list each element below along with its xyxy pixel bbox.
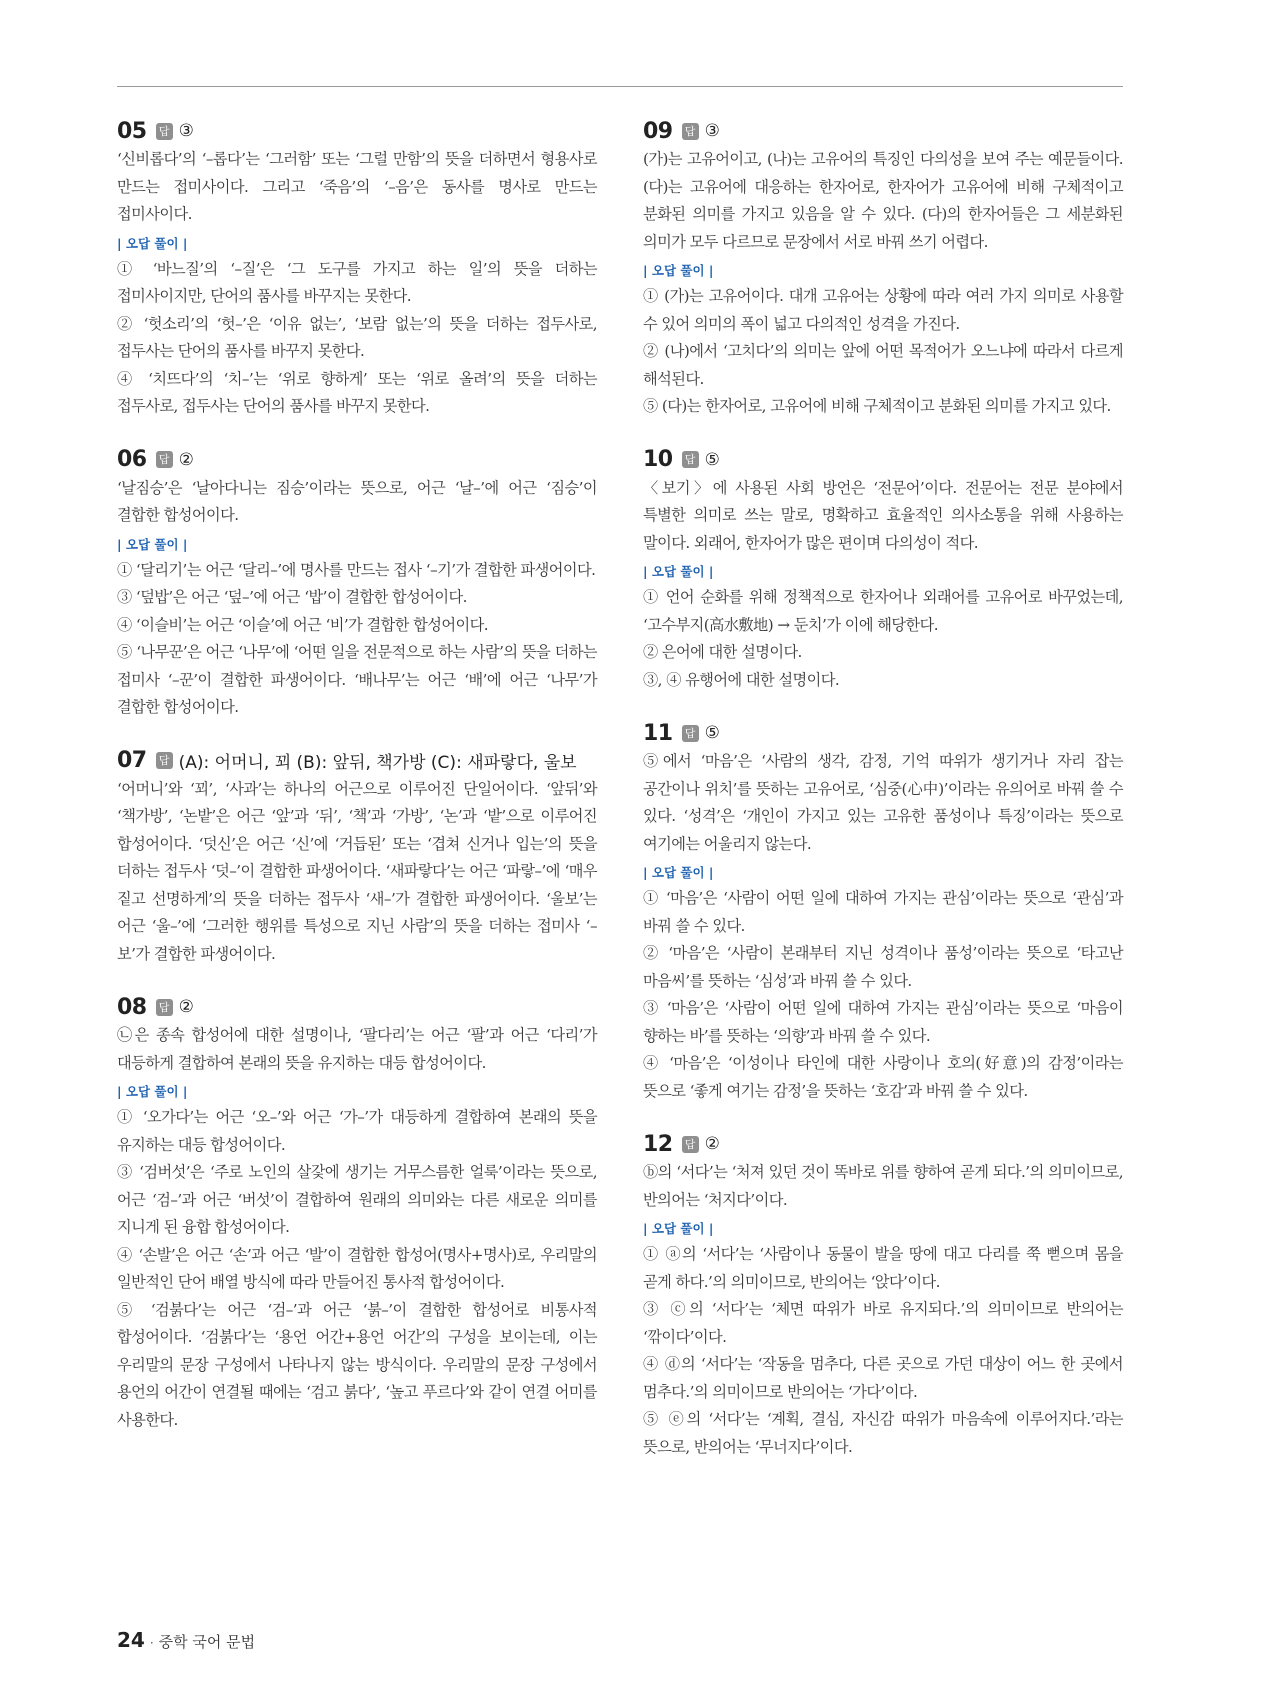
wrong-item: ④ ⓓ의 ‘서다’는 ‘작동을 멈추다, 다른 곳으로 가던 대상이 어느 한 곳에서 멈추다.’의 의미이므로 반의어는 ‘가다’이다.: [643, 1355, 1123, 1401]
wrong-item: ① (가)는 고유어이다. 대개 고유어는 상황에 따라 여러 가지 의미로 사용할 수 있어 의미의 폭이 넓고 다의적인 성격을 가진다.: [643, 287, 1123, 333]
explanation: ‘어머니’와 ‘꾀’, ‘사과’는 하나의 어근으로 이루어진 단일어이다. ‘앞뒤’와 ‘책가방’, ‘논밭’은 어근 ‘앞’과 ‘뒤’, ‘책’과 ‘가방’, ‘논’과 ‘밭’으로 이루어진 합성어이다. ‘덧신’은 어근 ‘신’에 ‘거듭된’ 또는 ‘겹쳐 신거나 입는’의 뜻을 더하는 접두사 ‘덧–’이 결합한 파생어이다. ‘새파랗다’는 어근 ‘파랗–’에 ‘매우 짙고 선명하게’의 뜻을 더하는 접두사 ‘새–’가 결합한 파생어이다. ‘울보’는 어근 ‘울–’에 ‘그러한 행위를 특성으로 지닌 사람’의 뜻을 더하는 접미사 ‘–보’가 결합한 파생어이다.: [117, 779, 597, 963]
explanation: ⑤에서 ‘마음’은 ‘사람의 생각, 감정, 기억 따위가 생기거나 자리 잡는 공간이나 위치’를 뜻하는 고유어로, ‘심중(心中)’이라는 유의어로 바꿔 쓸 수 있다. ‘성격’은 ‘개인이 가지고 있는 고유한 품성이나 특징’이라는 뜻으로 여기에는 어울리지 않는다.: [643, 752, 1123, 853]
page-number: 24: [117, 1628, 145, 1652]
wrong-item: ⑤ ⓔ의 ‘서다’는 ‘계획, 결심, 자신감 따위가 마음속에 이루어지다.’라는 뜻으로, 반의어는 ‘무너지다’이다.: [643, 1410, 1123, 1456]
wrong-item: ② (나)에서 ‘고치다’의 의미는 앞에 어떤 목적어가 오느냐에 따라서 다르게 해석된다.: [643, 342, 1123, 388]
wrong-item: ① ‘바느질’의 ‘–질’은 ‘그 도구를 가지고 하는 일’의 뜻을 더하는 접미사이지만, 단어의 품사를 바꾸지는 못한다.: [117, 259, 597, 305]
wrong-item: ④ ‘치뜨다’의 ‘치–’는 ‘위로 향하게’ 또는 ‘위로 올려’의 뜻을 더하는 접두사로, 접두사는 단어의 품사를 바꾸지 못한다.: [117, 369, 597, 415]
answer-badge: 답: [156, 752, 173, 769]
wrong-item: ④ ‘손발’은 어근 ‘손’과 어근 ‘발’이 결합한 합성어(명사+명사)로, 우리말의 일반적인 단어 배열 방식에 따라 만들어진 통사적 합성어이다.: [117, 1245, 597, 1291]
wrong-item: ④ ‘마음’은 ‘이성이나 타인에 대한 사랑이나 호의(好意)의 감정’이라는 뜻으로 ‘좋게 여기는 감정’을 뜻하는 ‘호감’과 바꿔 쓸 수 있다.: [643, 1054, 1123, 1100]
explanation: ㉡은 종속 합성어에 대한 설명이나, ‘팔다리’는 어근 ‘팔’과 어근 ‘다리’가 대등하게 결합하여 본래의 뜻을 유지하는 대등 합성어이다.: [117, 1026, 597, 1072]
wrong-answer-label: | 오답 풀이 |: [643, 564, 714, 579]
header-rule: [117, 86, 1123, 87]
wrong-item: ① ‘달리기’는 어근 ‘달리–’에 명사를 만드는 접사 ‘–기’가 결합한 파생어이다.: [117, 560, 596, 579]
wrong-answer-label: | 오답 풀이 |: [643, 865, 714, 880]
question-08: [117, 994, 597, 1434]
question-number: 11: [643, 720, 673, 746]
question-number: 08: [117, 994, 147, 1020]
right-column: [643, 118, 1123, 1487]
answer-badge: 답: [156, 451, 173, 468]
wrong-item: ③ ‘마음’은 ‘사람이 어떤 일에 대하여 가지는 관심’이라는 뜻으로 ‘마음이 향하는 바’를 뜻하는 ‘의향’과 바꿔 쓸 수 있다.: [643, 999, 1123, 1045]
question-10: [643, 447, 1123, 695]
question-11: [643, 720, 1123, 1105]
wrong-answer-label: | 오답 풀이 |: [643, 263, 714, 278]
footer-separator: ·: [149, 1636, 154, 1650]
question-07: [117, 748, 597, 969]
answer-badge: 답: [682, 1136, 699, 1153]
answer-value: ②: [178, 997, 194, 1017]
answer-value: ②: [704, 1134, 720, 1154]
wrong-answer-label: | 오답 풀이 |: [117, 536, 188, 552]
wrong-item: ② ‘헛소리’의 ‘헛–’은 ‘이유 없는’, ‘보람 없는’의 뜻을 더하는 접두사로, 접두사는 단어의 품사를 바꾸지 못한다.: [117, 314, 597, 360]
answer-badge: 답: [682, 123, 699, 140]
wrong-item: ③ ‘검버섯’은 ‘주로 노인의 살갗에 생기는 거무스름한 얼룩’이라는 뜻으로, 어근 ‘검–’과 어근 ‘버섯’이 결합하여 원래의 의미와는 다른 새로운 의미를 지니게 된 융합 합성어이다.: [117, 1163, 597, 1236]
question-number: 07: [117, 748, 147, 773]
answer-value: ⑤: [704, 723, 720, 743]
page-footer: [117, 1628, 255, 1652]
question-05: [117, 118, 597, 421]
explanation: (가)는 고유어이고, (나)는 고유어의 특징인 다의성을 보여 주는 예문들이다. (다)는 고유어에 대응하는 한자어로, 한자어가 고유어에 비해 구체적이고 분화된 의미를 가지고 있음을 알 수 있다. (다)의 한자어들은 그 세분화된 의미가 모두 다르므로 문장에서 서로 바꿔 쓰기 어렵다.: [643, 150, 1123, 251]
wrong-item: ① ⓐ의 ‘서다’는 ‘사람이나 동물이 발을 땅에 대고 다리를 쭉 뻗으며 몸을 곧게 하다.’의 의미이므로, 반의어는 ‘앉다’이다.: [643, 1245, 1123, 1291]
answer-badge: 답: [156, 999, 173, 1016]
wrong-item: ① 언어 순화를 위해 정책적으로 한자어나 외래어를 고유어로 바꾸었는데, ‘고수부지(高水敷地) → 둔치’가 이에 해당한다.: [643, 588, 1123, 634]
answer-value: ③: [178, 121, 194, 141]
wrong-item: ⑤ ‘나무꾼’은 어근 ‘나무’에 ‘어떤 일을 전문적으로 하는 사람’의 뜻을 더하는 접미사 ‘–꾼’이 결합한 파생어이다. ‘배나무’는 어근 ‘배’에 어근 ‘나무’가 결합한 합성어이다.: [117, 643, 597, 716]
answer-value: ⑤: [704, 449, 720, 470]
question-number: 12: [643, 1131, 673, 1157]
wrong-answer-label: | 오답 풀이 |: [117, 1084, 188, 1099]
wrong-answer-label: | 오답 풀이 |: [643, 1221, 714, 1236]
wrong-item: ④ ‘이슬비’는 어근 ‘이슬’에 어근 ‘비’가 결합한 합성어이다.: [117, 615, 489, 634]
wrong-item: ② ‘마음’은 ‘사람이 본래부터 지닌 성격이나 품성’이라는 뜻으로 ‘타고난 마음씨’를 뜻하는 ‘심성’과 바꿔 쓸 수 있다.: [643, 944, 1123, 990]
question-number: 10: [643, 447, 673, 472]
answer-badge: 답: [682, 725, 699, 742]
wrong-item: ② 은어에 대한 설명이다.: [643, 643, 802, 661]
wrong-item: ③, ④ 유행어에 대한 설명이다.: [643, 670, 840, 689]
question-number: 09: [643, 118, 673, 144]
answer-value: ③: [704, 121, 720, 141]
answer-value: ②: [178, 449, 194, 470]
question-number: 05: [117, 118, 147, 144]
wrong-item: ① ‘마음’은 ‘사람이 어떤 일에 대하여 가지는 관심’이라는 뜻으로 ‘관심’과 바꿔 쓸 수 있다.: [643, 889, 1123, 935]
explanation: 〈보기〉에 사용된 사회 방언은 ‘전문어’이다. 전문어는 전문 분야에서 특별한 의미로 쓰는 말로, 명확하고 효율적인 의사소통을 위해 사용하는 말이다. 외래어, 한자어가 많은 편이며 다의성이 적다.: [643, 478, 1123, 552]
answer-badge: 답: [682, 451, 699, 468]
wrong-item: ③ ‘덮밥’은 어근 ‘덮–’에 어근 ‘밥’이 결합한 합성어이다.: [117, 588, 467, 606]
question-09: [643, 118, 1123, 421]
wrong-item: ⑤ (다)는 한자어로, 고유어에 비해 구체적이고 분화된 의미를 가지고 있다.: [643, 397, 1111, 415]
explanation: ‘날짐승’은 ‘날아다니는 짐승’이라는 뜻으로, 어근 ‘날–’에 어근 ‘짐승’이 결합한 합성어이다.: [117, 478, 597, 524]
wrong-item: ① ‘오가다’는 어근 ‘오–’와 어근 ‘가–’가 대등하게 결합하여 본래의 뜻을 유지하는 대등 합성어이다.: [117, 1108, 597, 1154]
explanation: ⓑ의 ‘서다’는 ‘처져 있던 것이 똑바로 위를 향하여 곧게 되다.’의 의미이므로, 반의어는 ‘처지다’이다.: [643, 1163, 1123, 1209]
left-column: [117, 118, 597, 1460]
explanation: ‘신비롭다’의 ‘–롭다’는 ‘그러함’ 또는 ‘그럴 만함’의 뜻을 더하면서 형용사로 만드는 접미사이다. 그리고 ‘죽음’의 ‘–음’은 동사를 명사로 만드는 접미사이다.: [117, 150, 597, 223]
wrong-item: ⑤ ‘검붉다’는 어근 ‘검–’과 어근 ‘붉–’이 결합한 합성어로 비통사적 합성어이다. ‘검붉다’는 ‘용언 어간+용언 어간’의 구성을 보이는데, 이는 우리말의 문장 구성에서 나타나지 않는 방식이다. 우리말의 문장 구성에서 용언의 어간이 연결될 때에는 ‘검고 붉다’, ‘높고 푸르다’와 같이 연결 어미를 사용한다.: [117, 1300, 597, 1429]
answer-value: (A): 어머니, 꾀 (B): 앞뒤, 책가방 (C): 새파랗다, 울보: [178, 753, 577, 773]
question-number: 06: [117, 447, 147, 472]
answer-badge: 답: [156, 123, 173, 140]
wrong-item: ③ ⓒ의 ‘서다’는 ‘체면 따위가 바로 유지되다.’의 의미이므로 반의어는 ‘깎이다’이다.: [643, 1300, 1123, 1346]
question-12: [643, 1131, 1123, 1461]
question-06: [117, 447, 597, 722]
wrong-answer-label: | 오답 풀이 |: [117, 235, 188, 251]
book-title: 중학 국어 문법: [158, 1633, 256, 1651]
